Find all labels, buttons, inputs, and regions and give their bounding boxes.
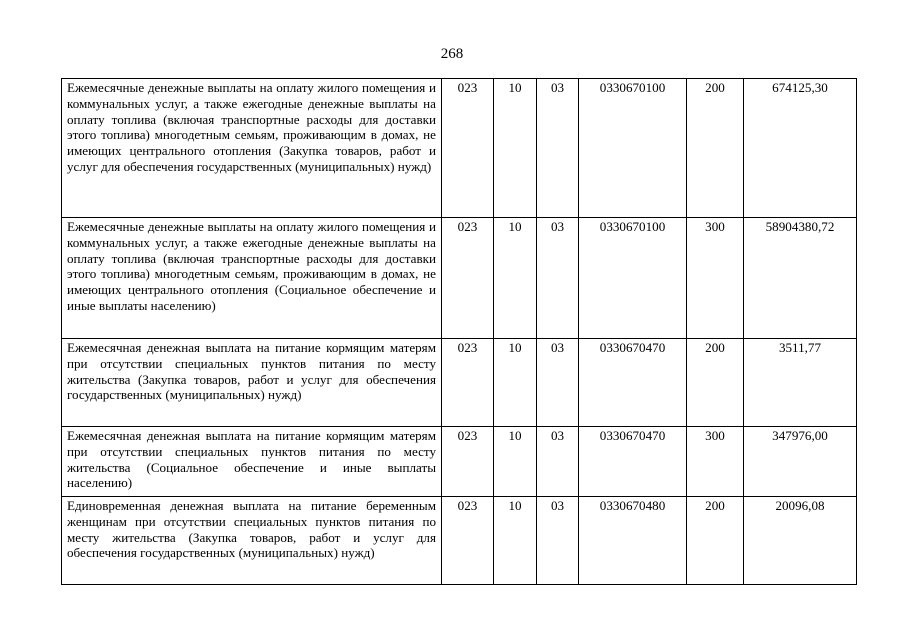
row-expense-type-code: 200 bbox=[687, 339, 744, 427]
row-target-item-code: 0330670470 bbox=[579, 339, 687, 427]
page-number: 268 bbox=[440, 46, 464, 62]
row-description: Ежемесячная денежная выплата на питание кормящим матерям при отсутствии специальных пунктов питания по месту жительства (Закупка товаров, работ и услуг для обеспечения государственных (муниципальных) нужд) bbox=[62, 339, 442, 427]
row-description: Ежемесячные денежные выплаты на оплату жилого помещения и коммунальных услуг, а также ежегодные денежные выплаты на оплату топлива (включая транспортные расходы для доставки этого топлива) многодетным семьям, проживающим в домах, не имеющих центрального отопления (Социальное обеспечение и иные выплаты населению) bbox=[62, 218, 442, 339]
table-row bbox=[62, 218, 857, 339]
table-row bbox=[62, 339, 857, 427]
row-target-item-code: 0330670100 bbox=[579, 79, 687, 218]
row-amount: 347976,00 bbox=[744, 427, 857, 497]
row-subsection-code: 03 bbox=[537, 218, 579, 339]
row-expense-type-code: 200 bbox=[687, 79, 744, 218]
row-description: Ежемесячная денежная выплата на питание кормящим матерям при отсутствии специальных пунктов питания по месту жительства (Социальное обеспечение и иные выплаты населению) bbox=[62, 427, 442, 497]
row-grbs-code: 023 bbox=[442, 427, 494, 497]
row-section-code: 10 bbox=[494, 339, 537, 427]
row-amount: 3511,77 bbox=[744, 339, 857, 427]
row-grbs-code: 023 bbox=[442, 218, 494, 339]
row-amount: 674125,30 bbox=[744, 79, 857, 218]
budget-table bbox=[61, 78, 857, 585]
row-target-item-code: 0330670470 bbox=[579, 427, 687, 497]
table-row bbox=[62, 79, 857, 218]
row-section-code: 10 bbox=[494, 497, 537, 585]
row-expense-type-code: 300 bbox=[687, 427, 744, 497]
row-amount: 20096,08 bbox=[744, 497, 857, 585]
row-subsection-code: 03 bbox=[537, 79, 579, 218]
row-section-code: 10 bbox=[494, 218, 537, 339]
row-description: Единовременная денежная выплата на питание беременным женщинам при отсутствии специальных пунктов питания по месту жительства (Закупка товаров, работ и услуг для обеспечения государственных (муниципальных) нужд) bbox=[62, 497, 442, 585]
row-expense-type-code: 200 bbox=[687, 497, 744, 585]
row-subsection-code: 03 bbox=[537, 427, 579, 497]
row-target-item-code: 0330670480 bbox=[579, 497, 687, 585]
table-row bbox=[62, 427, 857, 497]
row-description: Ежемесячные денежные выплаты на оплату жилого помещения и коммунальных услуг, а также ежегодные денежные выплаты на оплату топлива (включая транспортные расходы для доставки этого топлива) многодетным семьям, проживающим в домах, не имеющих центрального отопления (Закупка товаров, работ и услуг для обеспечения государственных (муниципальных) нужд) bbox=[62, 79, 442, 218]
row-grbs-code: 023 bbox=[442, 79, 494, 218]
row-grbs-code: 023 bbox=[442, 339, 494, 427]
row-expense-type-code: 300 bbox=[687, 218, 744, 339]
row-target-item-code: 0330670100 bbox=[579, 218, 687, 339]
row-amount: 58904380,72 bbox=[744, 218, 857, 339]
row-subsection-code: 03 bbox=[537, 497, 579, 585]
table-row bbox=[62, 497, 857, 585]
row-subsection-code: 03 bbox=[537, 339, 579, 427]
row-grbs-code: 023 bbox=[442, 497, 494, 585]
row-section-code: 10 bbox=[494, 427, 537, 497]
row-section-code: 10 bbox=[494, 79, 537, 218]
